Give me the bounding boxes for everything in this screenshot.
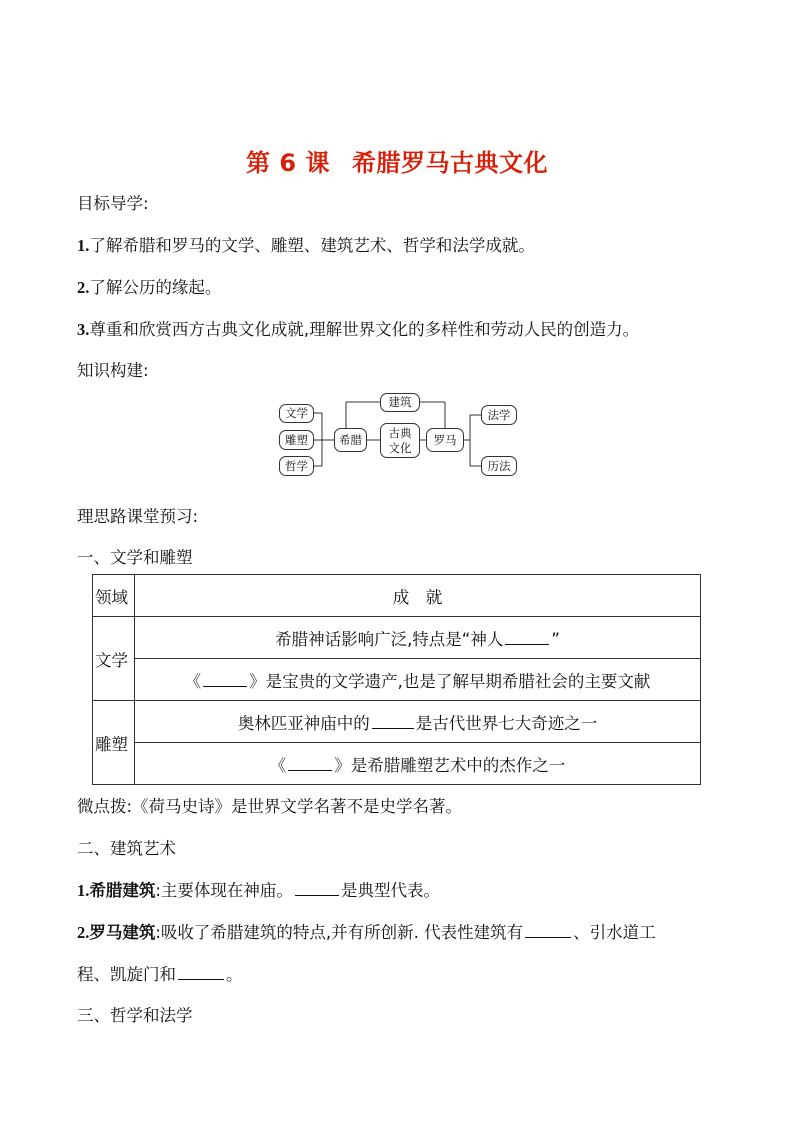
- page-title: [0, 143, 794, 178]
- row-masterpiece: 《 》是希腊雕塑艺术中的杰作之一: [135, 743, 701, 785]
- fill-blank[interactable]: [525, 923, 571, 938]
- node-literature: 文学: [279, 404, 314, 423]
- tip-note: 微点拨:《荷马史诗》是世界文学名著不是史学名著。: [77, 797, 463, 816]
- knowledge-heading: 知识构建:: [77, 361, 149, 380]
- header-field: 领域: [93, 575, 135, 617]
- lesson-name: 希腊罗马古典文化: [351, 149, 548, 177]
- row-epic: 《 》是宝贵的文学遗产,也是了解早期希腊社会的主要文献: [135, 659, 701, 701]
- objective-item: 2.了解公历的缘起。: [77, 278, 222, 297]
- node-calendar: 历法: [481, 456, 517, 476]
- node-rome: 罗马: [426, 428, 464, 452]
- table-row: [93, 701, 701, 743]
- header-achievement: 成 就: [135, 575, 701, 617]
- table-row: [93, 659, 701, 701]
- fill-blank[interactable]: [505, 630, 549, 645]
- section2-heading: 二、建筑艺术: [77, 839, 176, 858]
- node-architecture: 建筑: [380, 393, 420, 412]
- objective-item: 1.了解希腊和罗马的文学、雕塑、建筑艺术、哲学和法学成就。: [77, 236, 535, 255]
- preview-heading: 理思路课堂预习:: [77, 507, 199, 526]
- roman-architecture-item: 2.罗马建筑:吸收了希腊建筑的特点,并有所创新. 代表性建筑有 、引水道工: [77, 923, 656, 942]
- fill-blank[interactable]: [178, 965, 224, 980]
- fill-blank[interactable]: [295, 881, 339, 896]
- fill-blank[interactable]: [203, 672, 247, 687]
- fill-blank[interactable]: [288, 756, 332, 771]
- table-row: [93, 617, 701, 659]
- node-sculpture: 雕塑: [279, 430, 314, 450]
- field-sculpture: 雕塑: [93, 701, 135, 785]
- table-header-row: [93, 575, 701, 617]
- section1-heading: 一、文学和雕塑: [77, 548, 193, 567]
- fill-blank[interactable]: [372, 714, 414, 729]
- literature-sculpture-table: [92, 574, 701, 785]
- node-greece: 希腊: [334, 428, 367, 452]
- table-row: [93, 743, 701, 785]
- field-literature: 文学: [93, 617, 135, 701]
- node-law: 法学: [481, 405, 517, 425]
- section3-heading: 三、哲学和法学: [77, 1006, 193, 1025]
- greek-architecture-item: 1.希腊建筑:主要体现在神庙。 是典型代表。: [77, 881, 440, 900]
- objective-item: 3.尊重和欣赏西方古典文化成就,理解世界文化的多样性和劳动人民的创造力。: [77, 320, 640, 339]
- row-olympia: 奥林匹亚神庙中的 是古代世界七大奇迹之一: [135, 701, 701, 743]
- row-greek-myth: 希腊神话影响广泛,特点是“神人 ”: [135, 617, 701, 659]
- node-classical-culture: 古典 文化: [380, 423, 420, 458]
- node-philosophy: 哲学: [279, 456, 314, 476]
- lesson-number: 第 6 课: [246, 149, 330, 177]
- roman-architecture-item-cont: 程、凯旋门和 。: [77, 965, 243, 984]
- objectives-heading: 目标导学:: [77, 194, 149, 213]
